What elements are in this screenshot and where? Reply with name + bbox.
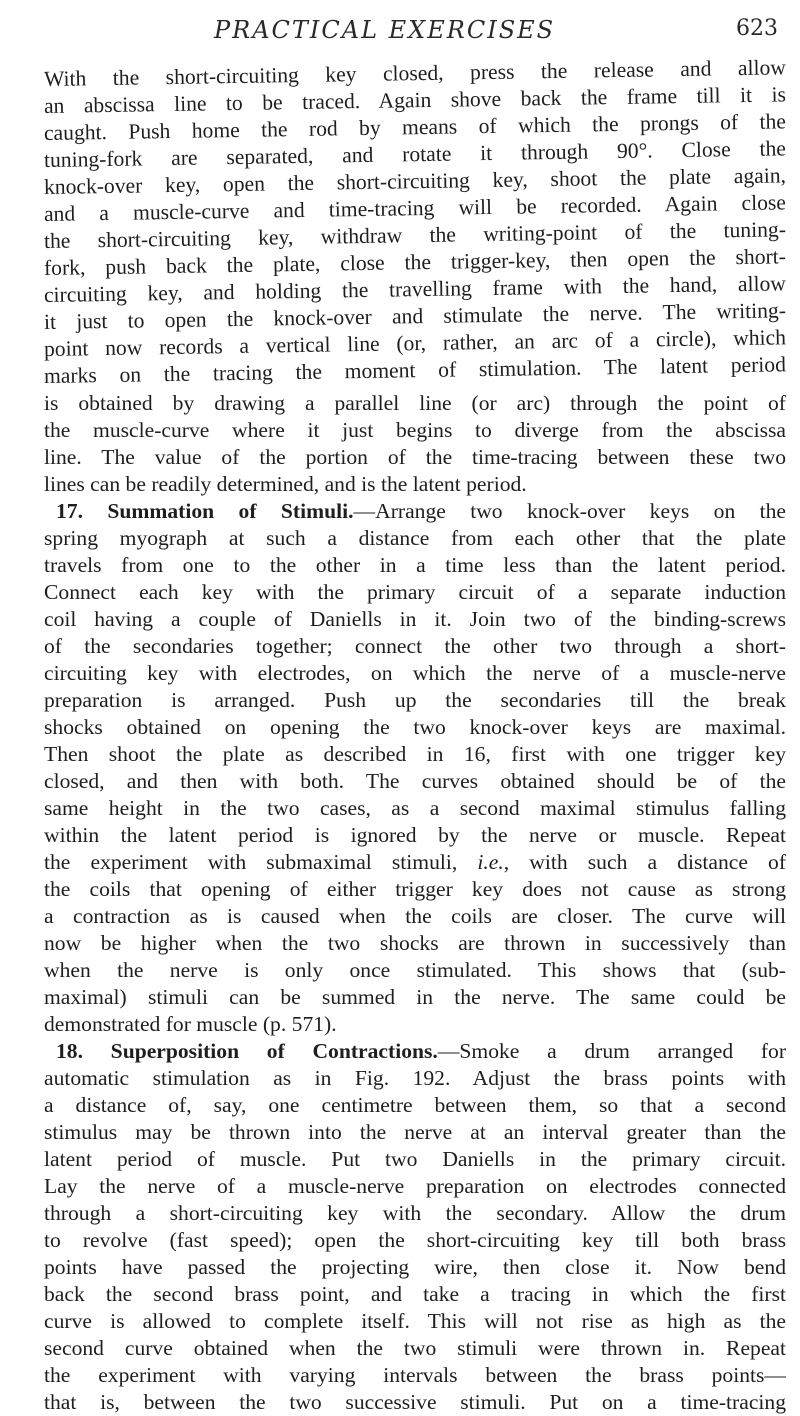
text-line: Then shoot the plate as described in 16, first with one trigger key (44, 742, 786, 766)
text-line: to revolve (fast speed); open the short-circuiting key till both brass (44, 1228, 786, 1252)
text-line: closed, and then with both. The curves obtained should be of the (44, 769, 786, 793)
text-line: curve is allowed to complete itself. This will not rise as high as the (44, 1309, 786, 1333)
text-line: demonstrated for muscle (p. 571). (44, 1012, 337, 1036)
text-line: 17. Summation of Stimuli.—Arrange two knock-over keys on the (56, 499, 786, 523)
text-line: caught. Push home the rod by means of which the prongs of the (43, 109, 787, 145)
text-line: line. The value of the portion of the time-tracing between these two (44, 445, 786, 469)
page-number: 623 (736, 16, 778, 41)
text-line: and a muscle-curve and time-tracing will be recorded. Again close (43, 190, 787, 226)
text-line: of the secondaries together; connect the other two through a short- (44, 634, 786, 658)
text-line: same height in the two cases, as a second maximal stimulus falling (44, 796, 786, 820)
text-line: fork, push back the plate, close the trigger-key, then open the short- (43, 244, 787, 280)
text-line: travels from one to the other in a time less than the latent period. (44, 553, 786, 577)
text-line: the experiment with submaximal stimuli, i.e., with such a distance of (44, 850, 787, 874)
text-line: circuiting key, and holding the travelling frame with the hand, allow (43, 271, 787, 307)
text-line: the coils that opening of either trigger key does not cause as strong (44, 877, 786, 901)
text-line: the experiment with varying intervals between the brass points— (44, 1363, 786, 1387)
text-line: Lay the nerve of a muscle-nerve preparation on electrodes connected (44, 1174, 786, 1198)
text-line: tuning-fork are separated, and rotate it through 90°. Close the (43, 136, 787, 172)
text-line: that is, between the two successive stimuli. Put on a time-tracing (44, 1390, 786, 1414)
text-line: through a short-circuiting key with the secondary. Allow the drum (44, 1201, 786, 1225)
text-line: marks on the tracing the moment of stimulation. The latent period (43, 352, 787, 388)
text-line: circuiting key with electrodes, on which the nerve of a muscle-nerve (44, 661, 786, 685)
text-line: within the latent period is ignored by the nerve or muscle. Repeat (44, 823, 786, 847)
text-line: back the second brass point, and take a tracing in which the first (44, 1282, 786, 1306)
text-line: a contraction as is caused when the coils are closer. The curve will (44, 904, 786, 928)
paragraph-latent-period (43, 55, 787, 498)
text-line: knock-over key, open the short-circuiting key, shoot the plate again, (43, 163, 787, 199)
text-line: latent period of muscle. Put two Daniells in the primary circuit. (44, 1147, 786, 1171)
text-line: is obtained by drawing a parallel line (or arc) through the point of (44, 391, 786, 415)
text-line: shocks obtained on opening the two knock-over keys are maximal. (44, 715, 786, 739)
text-line: it just to open the knock-over and stimulate the nerve. The writing- (43, 298, 787, 334)
section-heading: 18. Superposition of Contractions. (56, 1039, 438, 1063)
text-line: preparation is arranged. Push up the secondaries till the break (44, 688, 786, 712)
text-line: With the short-circuiting key closed, press the release and allow (43, 55, 787, 91)
text-line: spring myograph at such a distance from each other that the plate (44, 526, 786, 550)
text-line: the short-circuiting key, withdraw the writing-point of the tuning- (43, 217, 787, 253)
text-line: when the nerve is only once stimulated. This shows that (sub- (44, 958, 786, 982)
text-line: now be higher when the two shocks are thrown in successively than (44, 931, 786, 955)
text-line: automatic stimulation as in Fig. 192. Adjust the brass points with (44, 1066, 786, 1090)
text-line: second curve obtained when the two stimuli were thrown in. Repeat (44, 1336, 786, 1360)
running-title: PRACTICAL EXERCISES (214, 16, 556, 44)
text-line: point now records a vertical line (or, rather, an arc of a circle), which (43, 325, 787, 361)
text-line: a distance of, say, one centimetre between them, so that a second (44, 1093, 786, 1117)
section-heading: 17. Summation of Stimuli. (56, 499, 354, 523)
text-line: 18. Superposition of Contractions.—Smoke a drum arranged for (56, 1039, 787, 1063)
text-line: lines can be readily determined, and is the latent period. (44, 472, 527, 496)
text-line: coil having a couple of Daniells in it. Join two of the binding-screws (44, 607, 786, 631)
text-line: Connect each key with the primary circuit of a separate induction (44, 580, 786, 604)
paragraph-summation-of-stimuli (44, 498, 786, 1038)
text-line: the muscle-curve where it just begins to diverge from the abscissa (44, 418, 786, 442)
paragraph-superposition-of-contractions (44, 1038, 786, 1416)
text-line: an abscissa line to be traced. Again shove back the frame till it is (43, 82, 787, 118)
body-text (43, 55, 787, 1416)
text-line: maximal) stimuli can be summed in the nerve. The same could be (44, 985, 786, 1009)
text-line: points have passed the projecting wire, then close it. Now bend (44, 1255, 786, 1279)
text-line: stimulus may be thrown into the nerve at an interval greater than the (44, 1120, 786, 1144)
